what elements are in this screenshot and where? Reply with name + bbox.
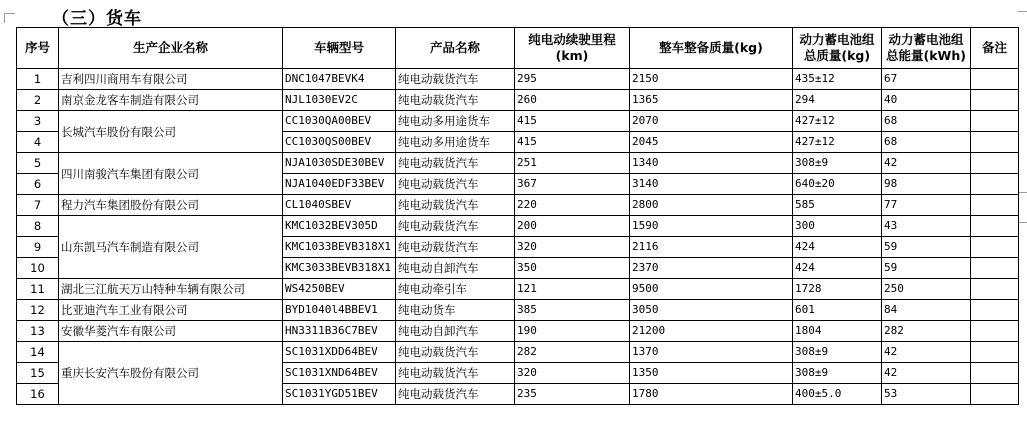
- table-header-row: [17, 28, 1019, 69]
- header-cell-no: 序号: [17, 28, 59, 69]
- cell-remark: [971, 90, 1019, 111]
- cell-model: CC1030QS00BEV: [283, 132, 396, 153]
- cell-model: CC1030QA00BEV: [283, 111, 396, 132]
- cell-no: 12: [17, 300, 59, 321]
- table-row: [17, 216, 1019, 237]
- cell-curb-mass: 2045: [630, 132, 793, 153]
- cell-product: 纯电动载货汽车: [396, 69, 515, 90]
- cell-battery-energy: 42: [882, 363, 971, 384]
- cell-remark: [971, 384, 1019, 405]
- cell-curb-mass: 2800: [630, 195, 793, 216]
- cell-no: 7: [17, 195, 59, 216]
- cell-battery-energy: 282: [882, 321, 971, 342]
- cell-range: 190: [515, 321, 630, 342]
- cell-curb-mass: 2370: [630, 258, 793, 279]
- cell-range: 295: [515, 69, 630, 90]
- cell-remark: [971, 69, 1019, 90]
- cell-company: 吉利四川商用车有限公司: [59, 69, 283, 90]
- cell-range: 235: [515, 384, 630, 405]
- cell-product: 纯电动载货汽车: [396, 384, 515, 405]
- cell-battery-mass: 640±20: [793, 174, 882, 195]
- table-body: [17, 69, 1019, 405]
- header-cell-company: 生产企业名称: [59, 28, 283, 69]
- cell-battery-energy: 84: [882, 300, 971, 321]
- cell-battery-mass: 435±12: [793, 69, 882, 90]
- table-row: [17, 321, 1019, 342]
- cell-model: HN3311B36C7BEV: [283, 321, 396, 342]
- header-cell-range: 纯电动续驶里程(km): [515, 28, 630, 69]
- cell-no: 5: [17, 153, 59, 174]
- table-row: [17, 90, 1019, 111]
- cell-range: 251: [515, 153, 630, 174]
- cell-battery-energy: 59: [882, 237, 971, 258]
- cell-battery-energy: 68: [882, 132, 971, 153]
- cell-product: 纯电动牵引车: [396, 279, 515, 300]
- cell-curb-mass: 3140: [630, 174, 793, 195]
- cell-company: 四川南骏汽车集团有限公司: [59, 153, 283, 195]
- cell-product: 纯电动载货汽车: [396, 216, 515, 237]
- cell-product: 纯电动自卸汽车: [396, 321, 515, 342]
- cell-curb-mass: 3050: [630, 300, 793, 321]
- cell-remark: [971, 279, 1019, 300]
- header-cell-model: 车辆型号: [283, 28, 396, 69]
- cell-product: 纯电动载货汽车: [396, 363, 515, 384]
- cell-battery-energy: 59: [882, 258, 971, 279]
- cell-model: SC1031XND64BEV: [283, 363, 396, 384]
- cell-battery-mass: 601: [793, 300, 882, 321]
- cell-curb-mass: 2116: [630, 237, 793, 258]
- cell-remark: [971, 174, 1019, 195]
- cell-model: KMC1033BEVB318X1: [283, 237, 396, 258]
- cell-battery-energy: 250: [882, 279, 971, 300]
- page-edge-tick: [1019, 192, 1027, 193]
- cell-curb-mass: 1340: [630, 153, 793, 174]
- cell-model: NJA1030SDE30BEV: [283, 153, 396, 174]
- cell-battery-energy: 67: [882, 69, 971, 90]
- header-cell-battery-energy: 动力蓄电池组总能量(kWh): [882, 28, 971, 69]
- header-cell-battery-mass: 动力蓄电池组总质量(kg): [793, 28, 882, 69]
- cell-model: BYD1040l4BBEV1: [283, 300, 396, 321]
- cell-product: 纯电动载货汽车: [396, 195, 515, 216]
- header-cell-product: 产品名称: [396, 28, 515, 69]
- cell-battery-energy: 98: [882, 174, 971, 195]
- cell-no: 2: [17, 90, 59, 111]
- cell-battery-energy: 53: [882, 384, 971, 405]
- cell-model: WS4250BEV: [283, 279, 396, 300]
- cell-remark: [971, 237, 1019, 258]
- cell-range: 320: [515, 363, 630, 384]
- header-cell-remark: 备注: [971, 28, 1019, 69]
- cell-product: 纯电动载货汽车: [396, 174, 515, 195]
- table-row: [17, 195, 1019, 216]
- cell-remark: [971, 132, 1019, 153]
- vehicle-table: [16, 27, 1019, 405]
- cell-model: NJA1040EDF33BEV: [283, 174, 396, 195]
- cell-battery-mass: 585: [793, 195, 882, 216]
- cell-curb-mass: 21200: [630, 321, 793, 342]
- cell-remark: [971, 258, 1019, 279]
- header-cell-curb-mass: 整车整备质量(kg): [630, 28, 793, 69]
- cell-product: 纯电动载货汽车: [396, 90, 515, 111]
- table-row: [17, 300, 1019, 321]
- cell-range: 415: [515, 111, 630, 132]
- cell-range: 121: [515, 279, 630, 300]
- cell-company: 湖北三江航天万山特种车辆有限公司: [59, 279, 283, 300]
- cell-curb-mass: 1365: [630, 90, 793, 111]
- table-row: [17, 342, 1019, 363]
- cell-battery-energy: 40: [882, 90, 971, 111]
- cell-company: 程力汽车集团股份有限公司: [59, 195, 283, 216]
- cell-model: NJL1030EV2C: [283, 90, 396, 111]
- cell-model: SC1031XDD64BEV: [283, 342, 396, 363]
- cell-model: KMC1032BEV305D: [283, 216, 396, 237]
- table-row: [17, 69, 1019, 90]
- cell-curb-mass: 1350: [630, 363, 793, 384]
- cell-company: 长城汽车股份有限公司: [59, 111, 283, 153]
- cell-battery-mass: 294: [793, 90, 882, 111]
- cell-battery-mass: 400±5.0: [793, 384, 882, 405]
- cell-battery-energy: 68: [882, 111, 971, 132]
- cell-model: SC1031YGD51BEV: [283, 384, 396, 405]
- cell-range: 220: [515, 195, 630, 216]
- cell-battery-energy: 42: [882, 342, 971, 363]
- cell-no: 16: [17, 384, 59, 405]
- cell-range: 282: [515, 342, 630, 363]
- cell-curb-mass: 1590: [630, 216, 793, 237]
- cell-company: 重庆长安汽车股份有限公司: [59, 342, 283, 405]
- cell-remark: [971, 111, 1019, 132]
- cell-model: CL1040SBEV: [283, 195, 396, 216]
- cell-company: 山东凯马汽车制造有限公司: [59, 216, 283, 279]
- cell-battery-mass: 308±9: [793, 342, 882, 363]
- table-row: [17, 111, 1019, 132]
- cell-no: 11: [17, 279, 59, 300]
- cell-range: 200: [515, 216, 630, 237]
- cell-model: KMC3033BEVB318X1: [283, 258, 396, 279]
- cell-battery-energy: 43: [882, 216, 971, 237]
- cell-battery-energy: 42: [882, 153, 971, 174]
- cell-product: 纯电动自卸汽车: [396, 258, 515, 279]
- cell-no: 3: [17, 111, 59, 132]
- cell-no: 4: [17, 132, 59, 153]
- cell-no: 14: [17, 342, 59, 363]
- cell-remark: [971, 300, 1019, 321]
- cell-range: 320: [515, 237, 630, 258]
- cell-company: 比亚迪汽车工业有限公司: [59, 300, 283, 321]
- cell-range: 350: [515, 258, 630, 279]
- cell-remark: [971, 342, 1019, 363]
- cell-battery-mass: 1728: [793, 279, 882, 300]
- cell-no: 6: [17, 174, 59, 195]
- cell-model: DNC1047BEVK4: [283, 69, 396, 90]
- cell-battery-energy: 77: [882, 195, 971, 216]
- cell-battery-mass: 424: [793, 237, 882, 258]
- cell-curb-mass: 2150: [630, 69, 793, 90]
- cell-battery-mass: 427±12: [793, 111, 882, 132]
- cell-no: 15: [17, 363, 59, 384]
- cell-product: 纯电动载货汽车: [396, 342, 515, 363]
- cell-no: 8: [17, 216, 59, 237]
- cell-product: 纯电动货车: [396, 300, 515, 321]
- page-corner-mark-left: [4, 13, 15, 23]
- cell-curb-mass: 1780: [630, 384, 793, 405]
- cell-remark: [971, 153, 1019, 174]
- table-row: [17, 279, 1019, 300]
- cell-remark: [971, 195, 1019, 216]
- cell-product: 纯电动多用途货车: [396, 132, 515, 153]
- cell-product: 纯电动载货汽车: [396, 153, 515, 174]
- cell-battery-mass: 300: [793, 216, 882, 237]
- cell-range: 260: [515, 90, 630, 111]
- section-title: （三）货车: [52, 9, 142, 29]
- cell-battery-mass: 308±9: [793, 363, 882, 384]
- cell-no: 1: [17, 69, 59, 90]
- cell-curb-mass: 1370: [630, 342, 793, 363]
- cell-curb-mass: 2070: [630, 111, 793, 132]
- cell-no: 13: [17, 321, 59, 342]
- cell-curb-mass: 9500: [630, 279, 793, 300]
- cell-no: 9: [17, 237, 59, 258]
- cell-battery-mass: 427±12: [793, 132, 882, 153]
- cell-battery-mass: 308±9: [793, 153, 882, 174]
- cell-product: 纯电动载货汽车: [396, 237, 515, 258]
- cell-product: 纯电动多用途货车: [396, 111, 515, 132]
- page-corner-mark-right: [1018, 11, 1027, 23]
- cell-company: 南京金龙客车制造有限公司: [59, 90, 283, 111]
- cell-range: 385: [515, 300, 630, 321]
- table-row: [17, 153, 1019, 174]
- cell-remark: [971, 363, 1019, 384]
- cell-no: 10: [17, 258, 59, 279]
- cell-battery-mass: 424: [793, 258, 882, 279]
- cell-remark: [971, 321, 1019, 342]
- cell-company: 安徽华菱汽车有限公司: [59, 321, 283, 342]
- cell-range: 415: [515, 132, 630, 153]
- cell-remark: [971, 216, 1019, 237]
- page-edge-tick: [1019, 222, 1027, 223]
- cell-battery-mass: 1804: [793, 321, 882, 342]
- cell-range: 367: [515, 174, 630, 195]
